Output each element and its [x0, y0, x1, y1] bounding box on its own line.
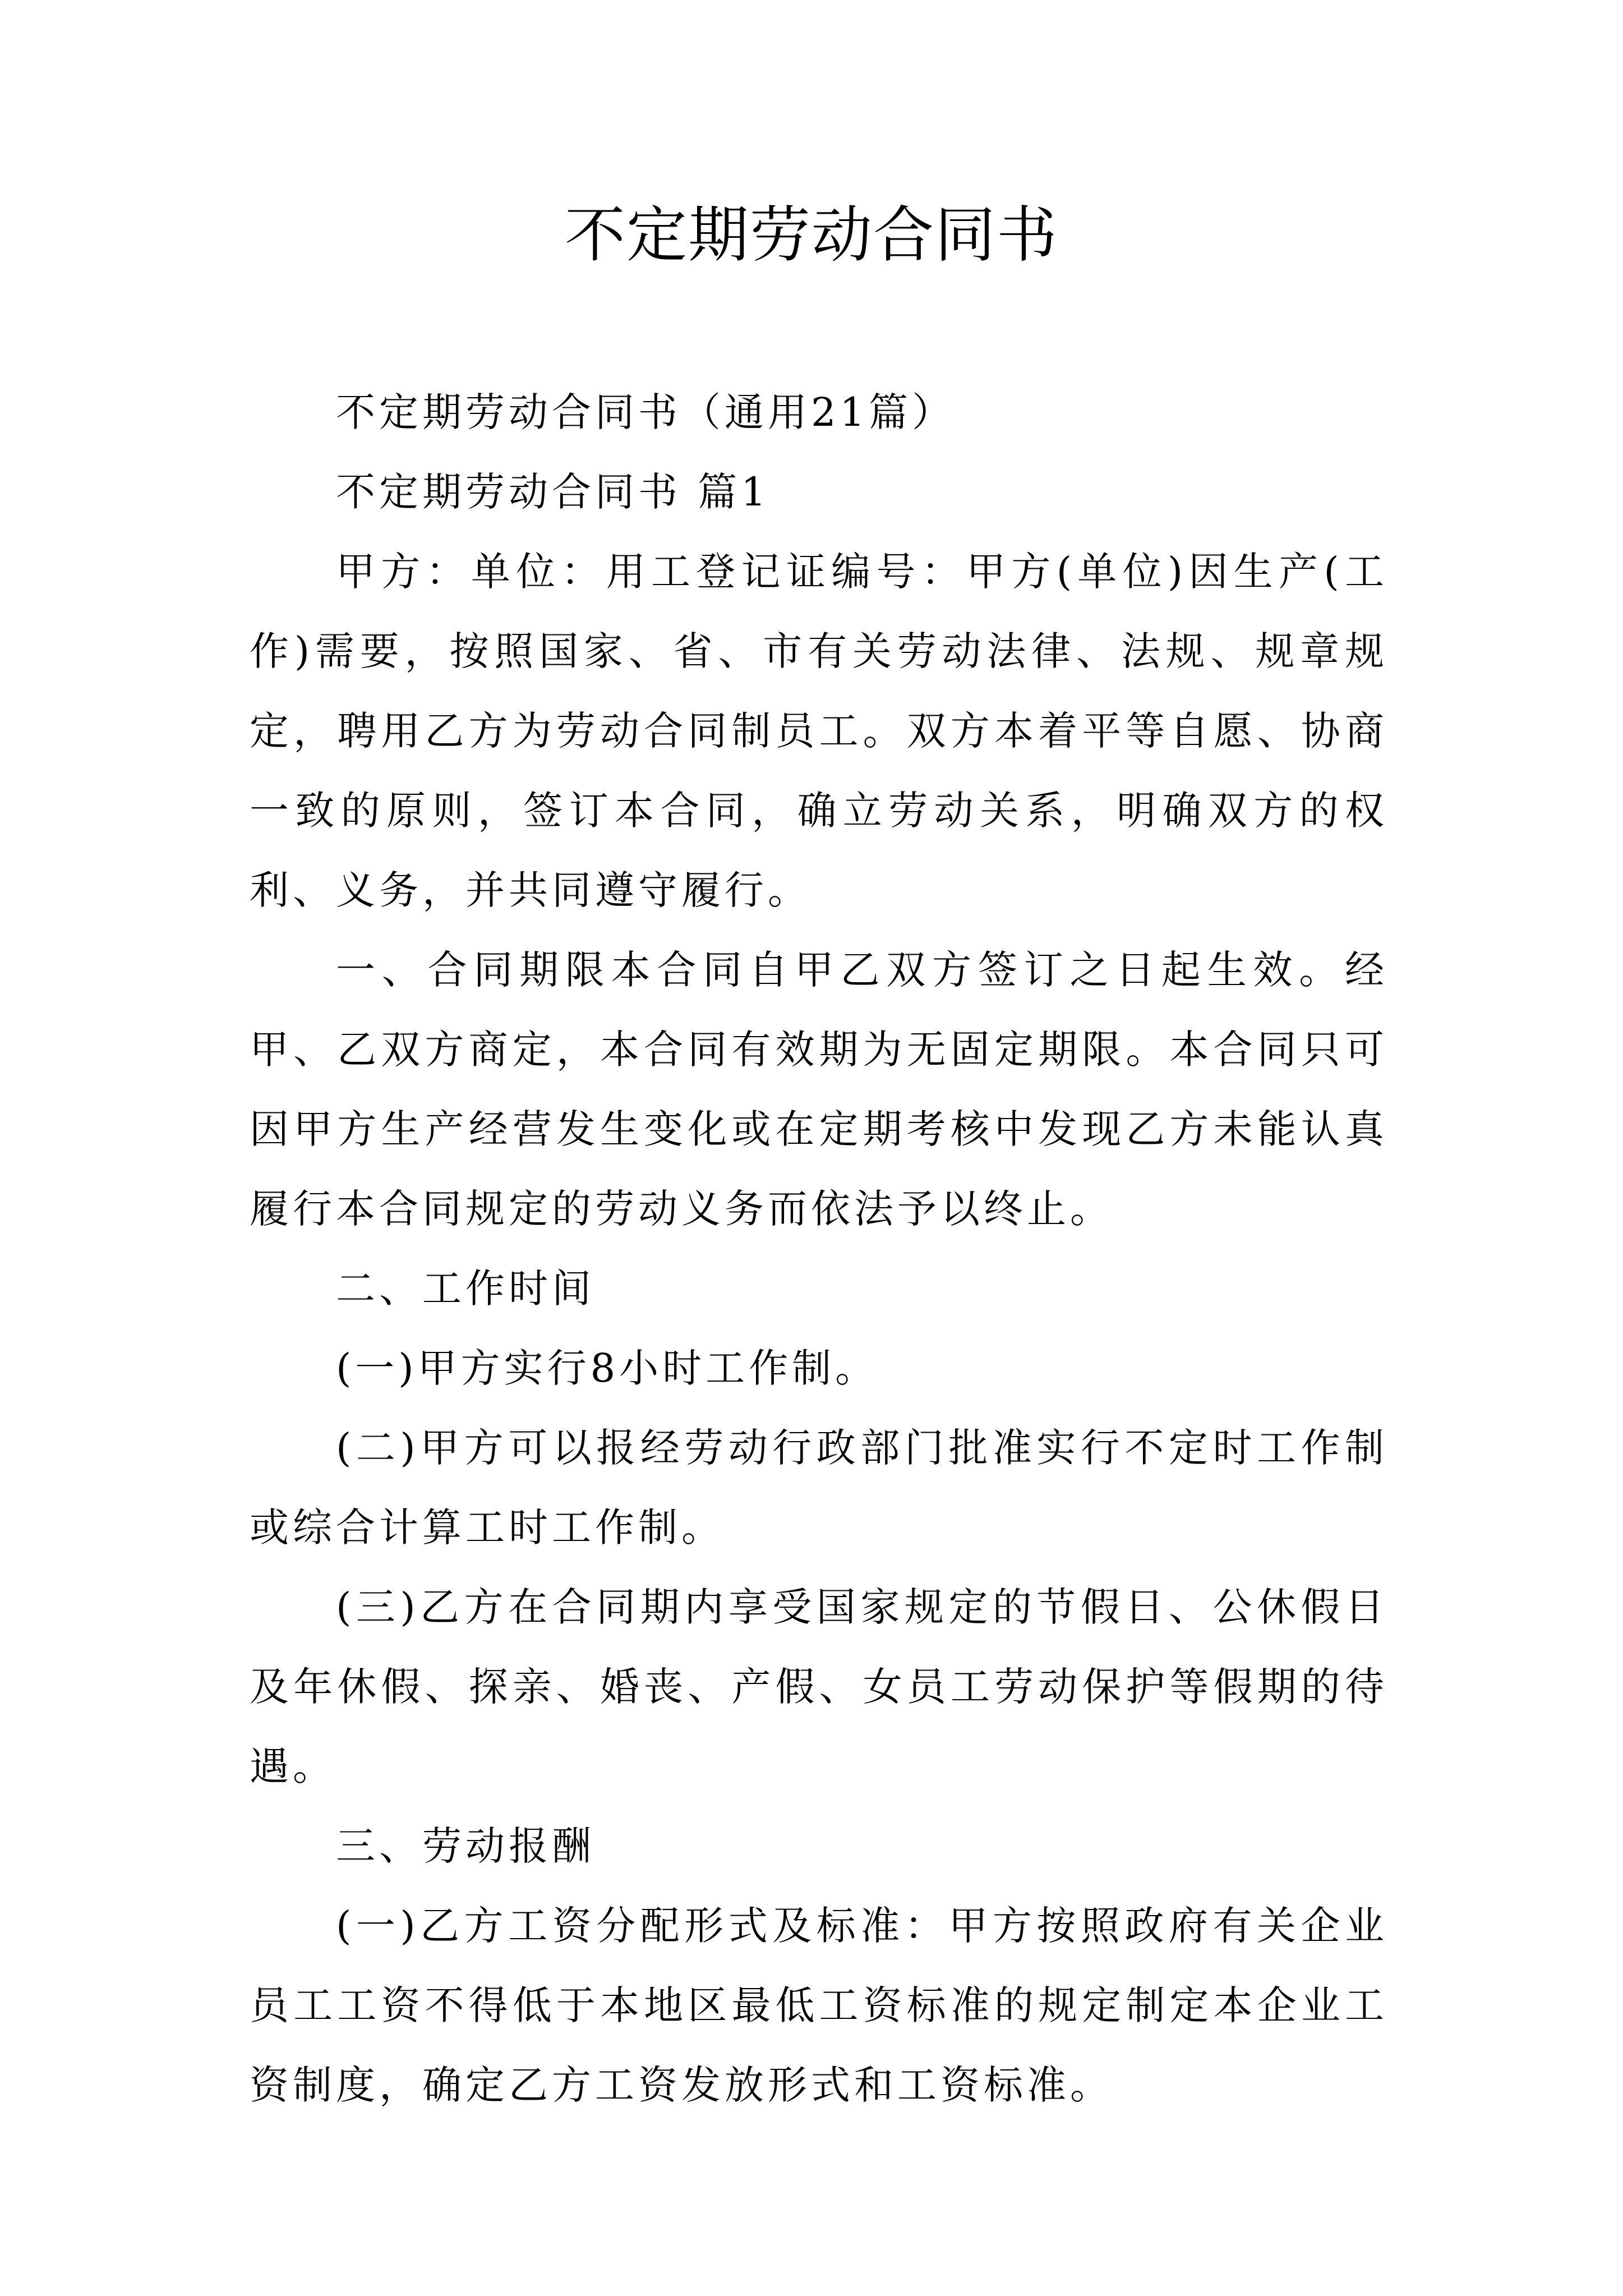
paragraph-pay-heading: 三、劳动报酬	[336, 1823, 595, 1869]
paragraph-work-time-3: (三)乙方在合同期内享受国家规定的节假日、公休假日及年休假、探亲、婚丧、产假、女员工劳动保护等假期的待遇。	[250, 1584, 1388, 1789]
document-title: 不定期劳动合同书	[564, 200, 1058, 270]
paragraph-section-heading: 不定期劳动合同书 篇1	[336, 469, 770, 515]
paragraph-intro: 甲方：单位：用工登记证编号：甲方(单位)因生产(工作)需要，按照国家、省、市有关劳动法律、法规、规章规定，聘用乙方为劳动合同制员工。双方本着平等自愿、协商一致的原则，签订本合同，确立劳动关系，明确双方的权利、义务，并共同遵守履行。	[250, 549, 1388, 913]
paragraph-pay-1: (一)乙方工资分配形式及标准：甲方按照政府有关企业员工工资不得低于本地区最低工资标准的规定制定本企业工资制度，确定乙方工资发放形式和工资标准。	[250, 1903, 1388, 2108]
paragraph-work-time-heading: 二、工作时间	[336, 1266, 595, 1312]
paragraph-work-time-1: (一)甲方实行8小时工作制。	[336, 1345, 879, 1391]
paragraph-work-time-2: (二)甲方可以报经劳动行政部门批准实行不定时工作制或综合计算工时工作制。	[250, 1425, 1388, 1550]
paragraph-contract-term: 一、合同期限本合同自甲乙双方签订之日起生效。经甲、乙双方商定，本合同有效期为无固定期限。本合同只可因甲方生产经营发生变化或在定期考核中发现乙方未能认真履行本合同规定的劳动义务而依法予以终止。	[250, 947, 1388, 1232]
document-body	[250, 372, 1388, 2125]
paragraph-subtitle: 不定期劳动合同书（通用21篇）	[336, 389, 956, 435]
